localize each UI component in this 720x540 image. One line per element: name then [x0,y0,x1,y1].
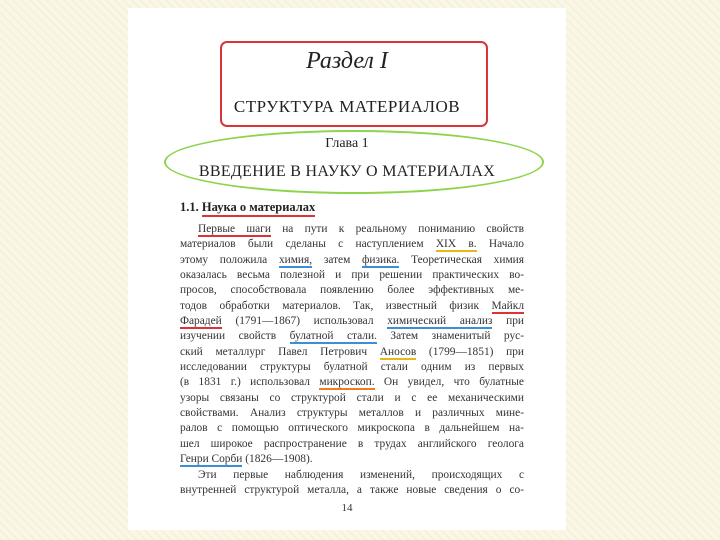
section-subtitle: СТРУКТУРА МАТЕРИАЛОВ [233,97,461,116]
text-segment: узоры связаны со структурой стали и с ее механическими [180,391,524,404]
highlighted-term: физика. [362,253,400,266]
text-line [180,237,524,252]
text-line [180,299,524,314]
text-segment: исследовании структуры булатной стали одним из первых [180,361,524,374]
highlighted-term: Фарадей [180,315,222,328]
highlighted-term: XIX в. [435,238,477,251]
text-segment: просов, способствовала появлению более эффективных ме- [180,284,524,297]
text-segment: затем [312,253,363,266]
text-segment: оказалась весьма полезной и при решении практических во- [180,269,524,282]
text-line [180,268,524,283]
text-segment: материалов были сделаны с наступлением [180,238,436,251]
highlighted-term: химический анализ [387,315,493,328]
text-line [180,375,524,390]
text-segment: (1799—1851) при [416,345,524,358]
text-segment: (в 1831 г.) использовал [180,376,320,389]
page-number: 14 [341,502,353,514]
text-segment: при [492,315,524,328]
text-line [180,421,524,436]
body-text [180,222,524,498]
text-line [180,314,524,329]
text-segment: ский металлург Павел Петрович [180,345,380,358]
text-segment: Затем знаменитый рус- [376,330,524,343]
highlighted-term: Генри Сорби [180,453,243,466]
text-line [180,452,524,467]
text-segment: ралов с помощью оптического микроскопа в дальнейшем на- [180,422,524,435]
text-line [180,406,524,421]
text-segment: (1791—1867) использовал [221,315,388,328]
text-line [180,483,524,498]
text-line [180,345,524,360]
chapter-title: ВВЕДЕНИЕ В НАУКУ О МАТЕРИАЛАХ [198,163,496,180]
book-page [128,8,566,530]
text-segment: (1826—1908). [242,453,313,466]
text-line [180,253,524,268]
text-segment: свойствами. Анализ структуры металлов и различных мине- [180,407,524,420]
text-segment: изучении свойств [180,330,290,343]
text-segment: внутренней структурой металла, а также новые сведения о со- [180,483,524,496]
text-segment: Теоретическая химия [399,253,524,266]
highlighted-term: химия, [278,253,313,266]
highlighted-term: микроскоп. [319,376,375,389]
text-segment: на пути к реальному пониманию свойств [270,223,524,235]
subsection-title: Наука о материалах [202,200,315,217]
text-line [180,222,524,237]
text-line [180,468,524,483]
text-line [180,360,524,375]
text-segment: Начало [476,238,524,251]
highlighted-term: булатной стали. [289,330,377,343]
text-line [180,283,524,298]
text-segment: Он увидел, что булатные [374,376,524,389]
text-line [180,391,524,406]
text-line [180,437,524,452]
subsection-heading [180,200,315,215]
subsection-number: 1.1. [180,200,199,214]
text-line [180,329,524,344]
highlighted-term: Майкл [491,299,524,312]
text-segment: шел широкое распространение в трудах английского геолога [180,437,524,450]
text-segment: Эти первые наблюдения изменений, происходящих с [198,468,524,481]
text-segment: этому положила [180,253,279,266]
text-segment: тодов обработки материалов. Так, известный физик [180,299,492,312]
section-title: Раздел I [306,48,388,74]
highlighted-term: Первые шаги [198,223,271,235]
highlighted-term: Аносов [379,345,417,358]
chapter-label: Глава 1 [325,136,369,151]
